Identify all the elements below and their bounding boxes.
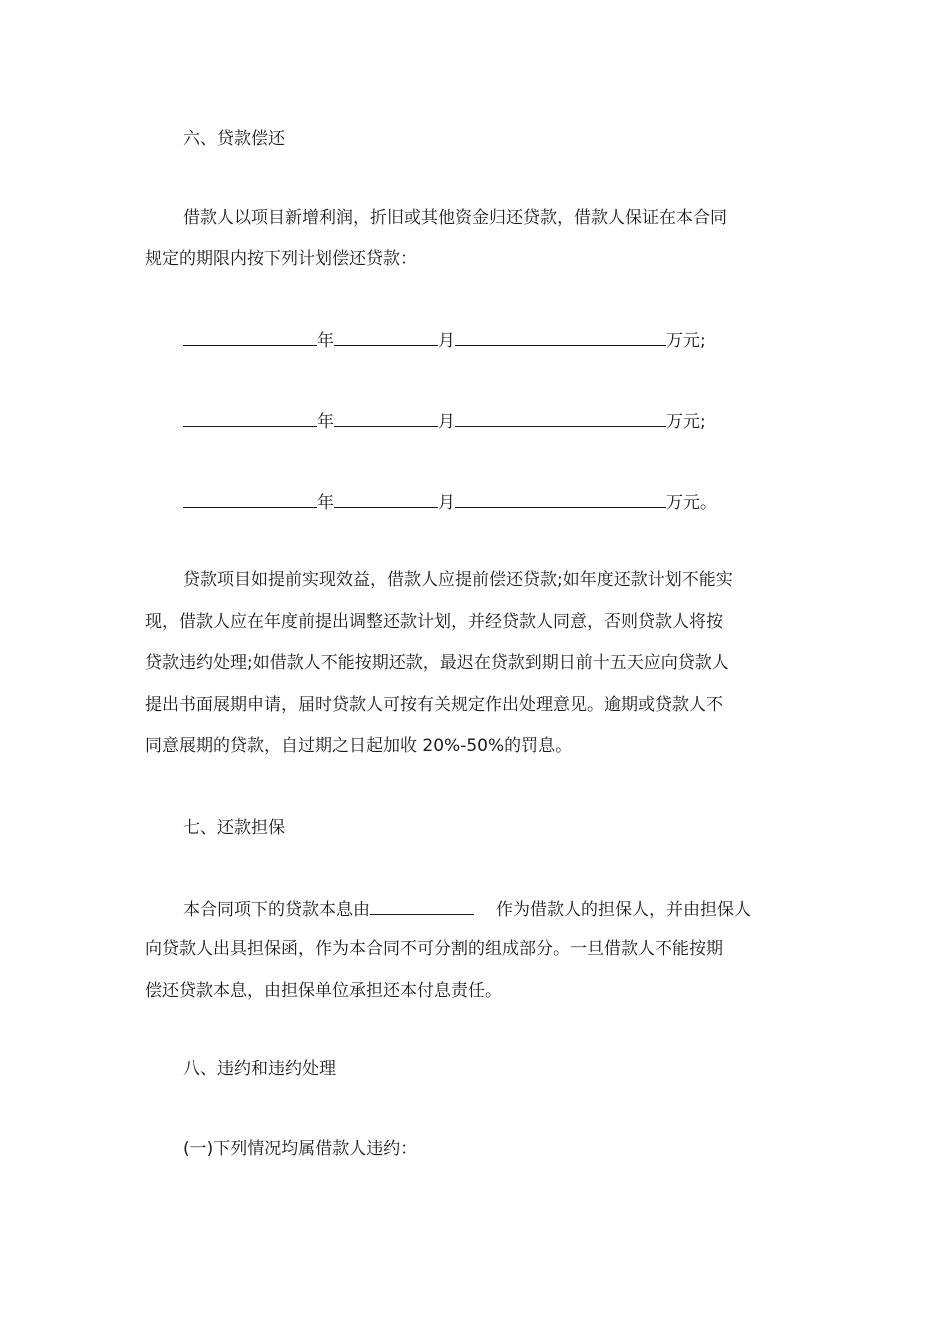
year-blank[interactable] — [183, 409, 317, 427]
month-label: 月 — [438, 412, 455, 432]
section-6-paragraph-1-line-2: 规定的期限内按下列计划偿还贷款： — [145, 249, 417, 269]
amount-label: 万元。 — [666, 493, 717, 513]
repayment-schedule-row-1 — [183, 328, 706, 352]
amount-label: 万元; — [666, 331, 706, 351]
year-label: 年 — [317, 331, 334, 351]
section-6-paragraph-2-line-4: 提出书面展期申请，届时贷款人可按有关规定作出处理意见。逾期或贷款人不 — [145, 695, 723, 715]
section-6-paragraph-2-line-1: 贷款项目如提前实现效益，借款人应提前偿还贷款;如年度还款计划不能实 — [183, 570, 733, 590]
section-7-paragraph-1-line-3: 偿还贷款本息，由担保单位承担还本付息责任。 — [145, 981, 502, 1001]
section-6-paragraph-2-line-3: 贷款违约处理;如借款人不能按期还款，最迟在贷款到期日前十五天应向贷款人 — [145, 653, 729, 673]
section-8-heading: 八、违约和违约处理 — [183, 1059, 336, 1079]
month-label: 月 — [438, 493, 455, 513]
section-6-paragraph-1-line-1: 借款人以项目新增利润，折旧或其他资金归还贷款，借款人保证在本合同 — [183, 208, 727, 228]
month-blank[interactable] — [334, 409, 438, 427]
section-6-paragraph-2-line-2: 现，借款人应在年度前提出调整还款计划，并经贷款人同意，否则贷款人将按 — [145, 612, 723, 632]
year-label: 年 — [317, 493, 334, 513]
year-label: 年 — [317, 412, 334, 432]
amount-blank[interactable] — [455, 409, 666, 427]
amount-label: 万元; — [666, 412, 706, 432]
guarantor-suffix: 作为借款人的担保人，并由担保人 — [496, 900, 751, 920]
month-blank[interactable] — [334, 490, 438, 508]
guarantor-prefix: 本合同项下的贷款本息由 — [183, 900, 370, 920]
repayment-schedule-row-2 — [183, 409, 706, 433]
year-blank[interactable] — [183, 328, 317, 346]
year-blank[interactable] — [183, 490, 317, 508]
guarantor-blank[interactable] — [370, 897, 474, 915]
month-label: 月 — [438, 331, 455, 351]
section-7-heading: 七、还款担保 — [183, 818, 285, 838]
section-6-paragraph-2-line-5: 同意展期的贷款，自过期之日起加收 20%-50%的罚息。 — [145, 736, 573, 756]
repayment-schedule-row-3 — [183, 490, 717, 514]
amount-blank[interactable] — [455, 490, 666, 508]
section-7-paragraph-1-line-2: 向贷款人出具担保函，作为本合同不可分割的组成部分。一旦借款人不能按期 — [145, 939, 723, 959]
section-7-paragraph-1-line-1 — [183, 897, 751, 921]
month-blank[interactable] — [334, 328, 438, 346]
section-8-subsection-1: (一)下列情况均属借款人违约： — [183, 1139, 418, 1159]
section-6-heading: 六、贷款偿还 — [183, 129, 285, 149]
amount-blank[interactable] — [455, 328, 666, 346]
